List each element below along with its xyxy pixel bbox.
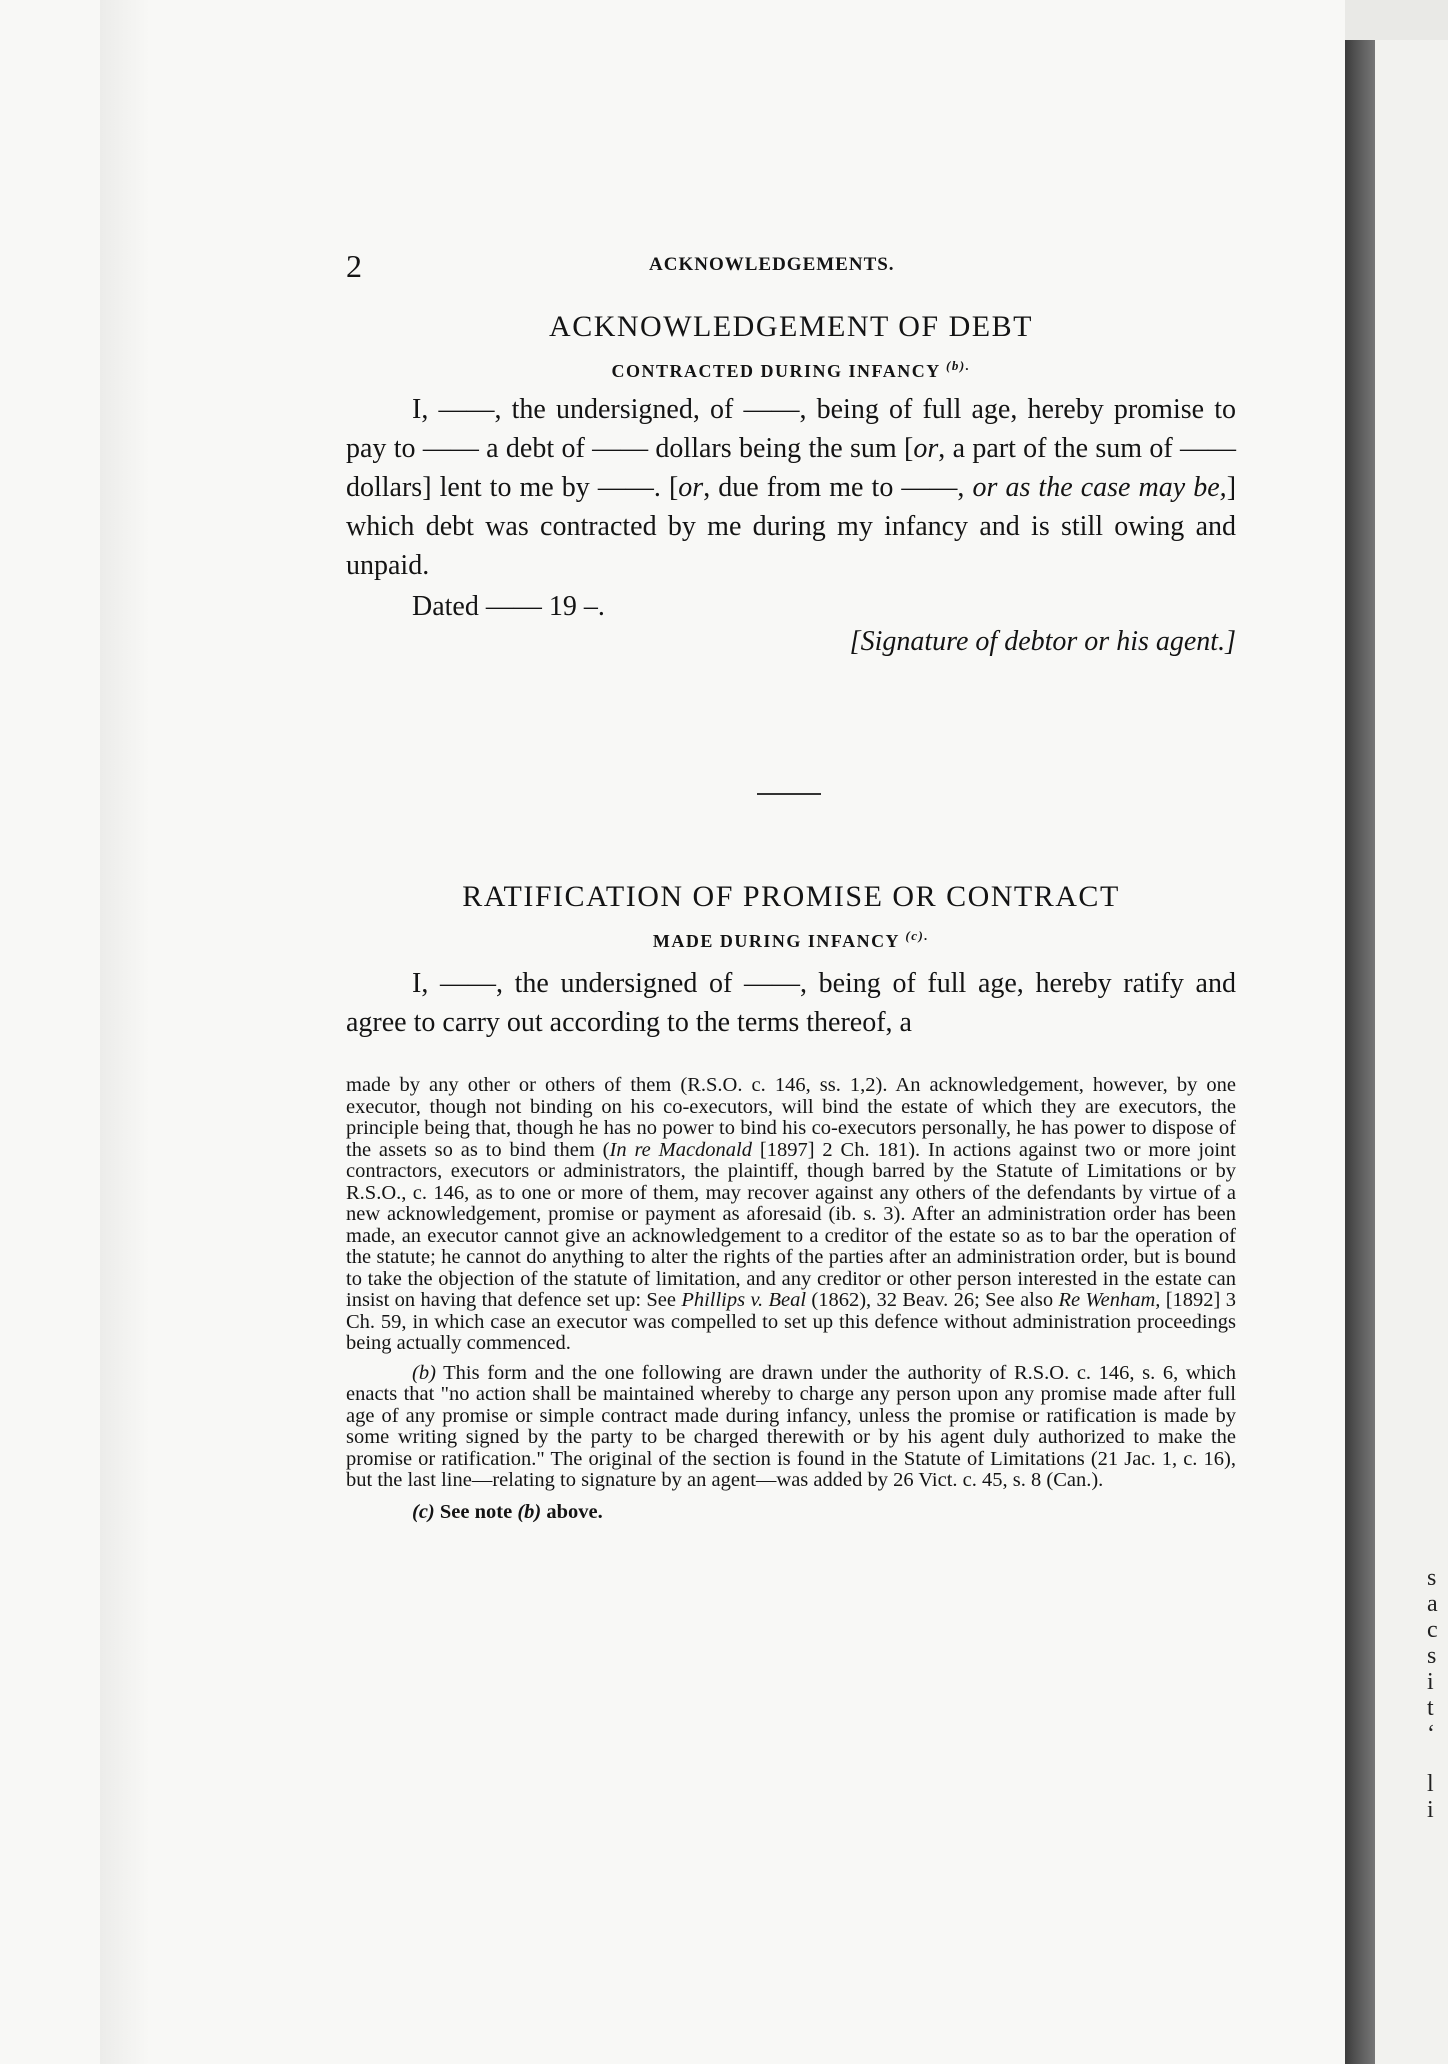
footnote-ref-c: (c). bbox=[905, 928, 930, 943]
running-title: ACKNOWLEDGEMENTS. bbox=[649, 254, 895, 275]
adjacent-page-fragment: s bbox=[1427, 1565, 1437, 1591]
section-title: ACKNOWLEDGEMENT OF DEBT bbox=[549, 310, 1033, 343]
form-text-part: I, ——, the undersigned, of ——, being of full age, hereby promise to pay to —— a debt of —— dollars being the sum [ bbox=[346, 394, 1236, 464]
gutter-shading bbox=[100, 0, 150, 2064]
case-citation: In re Macdonald bbox=[609, 1138, 753, 1161]
footnote-text: (1862), 32 Beav. 26; See also bbox=[806, 1289, 1059, 1311]
section-subtitle-text: CONTRACTED DURING INFANCY bbox=[611, 361, 941, 381]
footnote-continuation bbox=[346, 1075, 1236, 1355]
adjacent-page-fragment: ‘ bbox=[1427, 1721, 1435, 1747]
section-ratification bbox=[346, 880, 1236, 1042]
section-divider bbox=[757, 793, 821, 795]
footnote-ref-b: (b). bbox=[946, 358, 971, 373]
page-number: 2 bbox=[346, 248, 362, 284]
section-subtitle-text: MADE DURING INFANCY bbox=[652, 931, 900, 951]
signature-line bbox=[346, 626, 1236, 658]
acknowledgement-form-text bbox=[346, 390, 1236, 585]
adjacent-page-fragment: t bbox=[1427, 1695, 1434, 1721]
adjacent-page-fragment: a bbox=[1427, 1591, 1438, 1617]
footnote-label: (c) bbox=[412, 1500, 435, 1523]
footnote-text: above. bbox=[541, 1500, 603, 1523]
running-header bbox=[346, 248, 1236, 288]
section-subtitle bbox=[346, 358, 1236, 382]
footnotes bbox=[346, 1075, 1236, 1523]
footnote-c bbox=[346, 1502, 1236, 1524]
form-text-part: , due from me to ——, bbox=[703, 472, 973, 503]
footnote-text: [1897] 2 Ch. 181). In actions against two or more joint contractors, executors or administrators, the plaintiff, though barred by the Statute of Limitations or by R.S.O., c. 146, as to one or more of them, may recover against any others of the defendants by virtue of a new acknowledgement, promise or payment as aforesaid (ib. s. 3). After an administration order has been made, an executor cannot give an acknowledgement to a creditor of the estate so as to bar the operation of the statute; he cannot do anything to alter the rights of the parties after an administration order, but is bound to take the objection of the statute of limitation, and any creditor or other person interested in the estate can insist on having that defence set up: See bbox=[346, 1138, 1237, 1311]
footnote-text: made by any other or others of them (R.S.O. c. 146, ss. 1,2). An acknowledgement, however, by one executor, though not binding on his co-executors, will bind the estate of which they are executors, the principle being that, though he has no power to bind his co-executors personally, he has power to dispose of the assets so as to bind them ( bbox=[346, 1074, 1236, 1161]
page-edge bbox=[1345, 40, 1375, 2064]
section-title: RATIFICATION OF PROMISE OR CONTRACT bbox=[462, 880, 1120, 913]
ratification-form-text: I, ——, the undersigned of ——, being of full age, hereby ratify and agree to carry out according to the terms thereof, a bbox=[346, 968, 1236, 1038]
form-text-italic: or bbox=[678, 472, 704, 503]
footnote-text: See note bbox=[434, 1500, 518, 1523]
adjacent-page-fragment: c bbox=[1427, 1617, 1438, 1643]
form-text-part: , a part of the sum of —— dollars] lent to me by ——. [ bbox=[346, 433, 1236, 503]
adjacent-page-fragment: i bbox=[1427, 1669, 1434, 1695]
adjacent-page-fragment: s bbox=[1427, 1643, 1437, 1669]
footnote-text: This form and the one following are drawn under the authority of R.S.O. c. 146, s. 6, which enacts that "no action shall be maintained whereby to charge any person upon any promise made after full age of any promise or simple contract made during infancy, unless the promise or ratification is made by some writing signed by the party to be charged therewith or by his agent duly authorized to make the promise or ratification." The original of the section is found in the Statute of Limitations (21 Jac. 1, c. 16), but the last line—relating to signature by an agent—was added by 26 Vict. c. 45, s. 8 (Can.). bbox=[346, 1361, 1236, 1491]
form-text-italic: or bbox=[913, 433, 939, 464]
footnote-cross-ref: (b) bbox=[517, 1500, 542, 1523]
section-subtitle bbox=[346, 928, 1236, 952]
adjacent-page-fragment: l bbox=[1427, 1771, 1434, 1797]
case-citation: Phillips v. Beal bbox=[681, 1289, 807, 1311]
footnote-label: (b) bbox=[412, 1361, 436, 1384]
footnote-b bbox=[346, 1363, 1236, 1492]
section-acknowledgement-of-debt bbox=[346, 310, 1236, 658]
footnote-text: [1892] 3 Ch. 59, in which case an executor was compelled to set up this defence without administration proceedings being actually commenced. bbox=[346, 1289, 1236, 1354]
form-text-italic: or as the case may be, bbox=[972, 472, 1227, 503]
dated-line: Dated —— 19 –. bbox=[412, 591, 605, 622]
signature-text: Signature of debtor or his agent. bbox=[860, 626, 1226, 657]
signature-bracket: ] bbox=[1225, 626, 1236, 657]
adjacent-page-strip bbox=[1375, 40, 1448, 2064]
adjacent-page-fragment: i bbox=[1427, 1797, 1434, 1823]
form-text-part: ] which debt was contracted by me during my infancy and is still owing and unpaid. bbox=[346, 472, 1237, 581]
case-citation: Re Wenham, bbox=[1058, 1289, 1161, 1311]
signature-bracket: [ bbox=[849, 626, 861, 657]
